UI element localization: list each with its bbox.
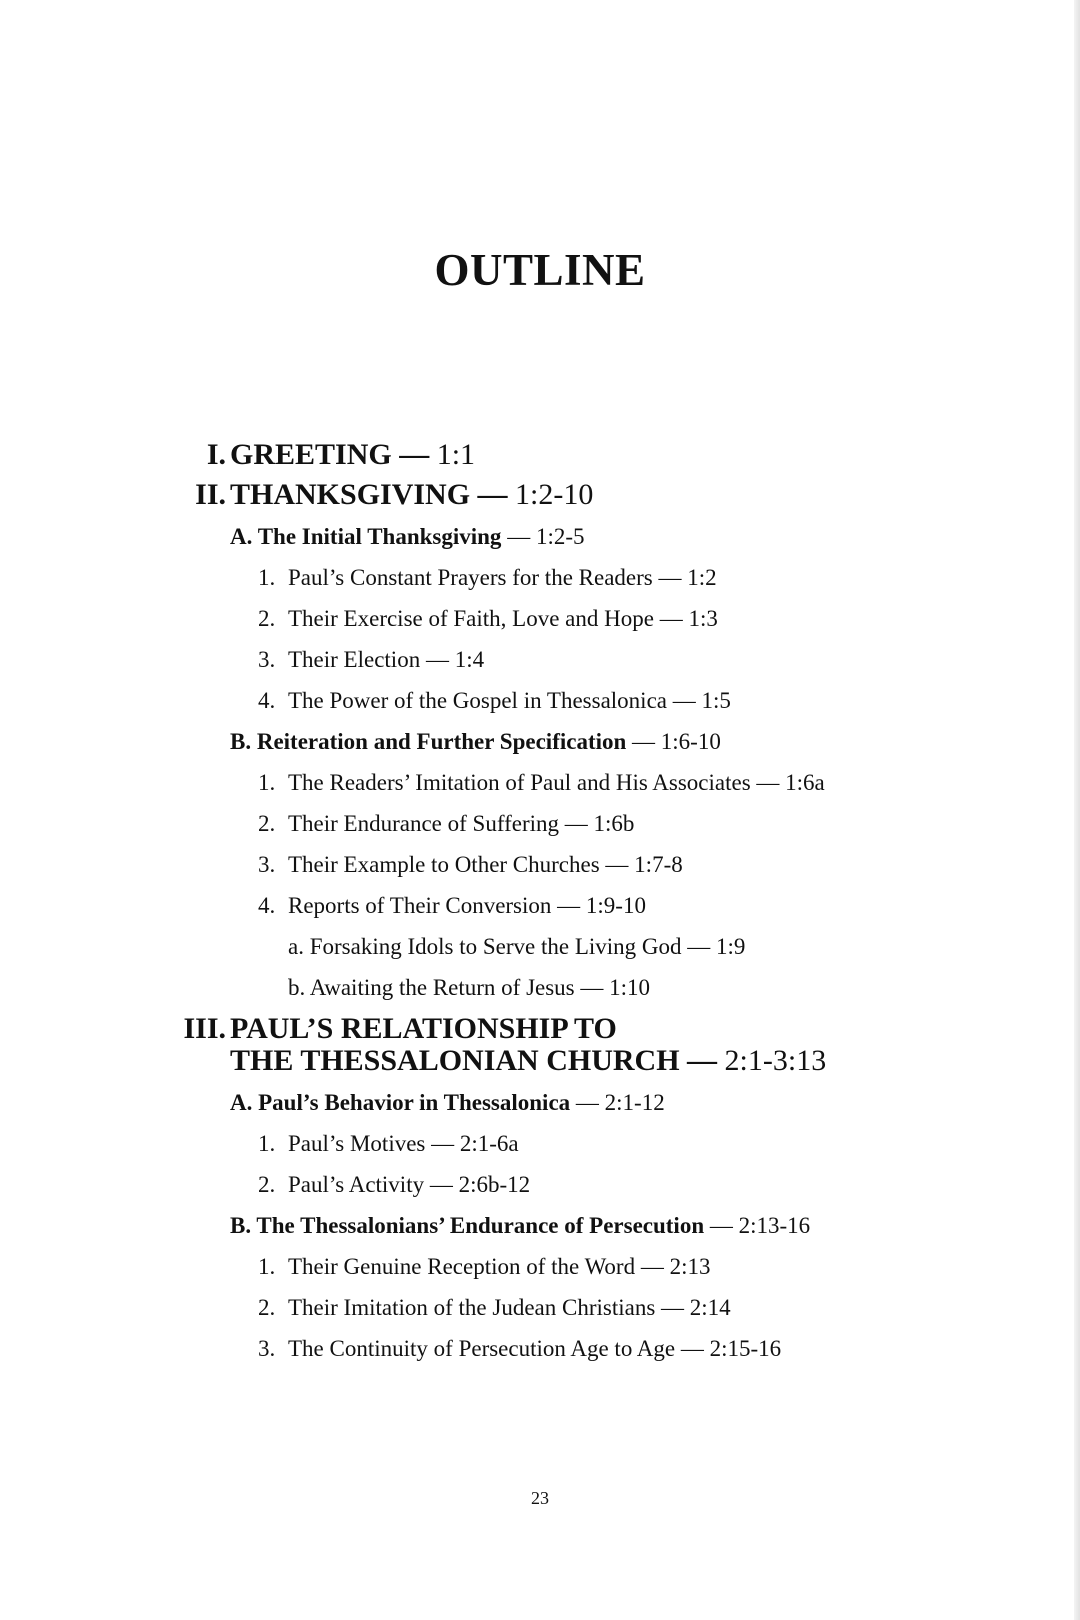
item-number: 4. [258,893,276,918]
outline-subsection-reiteration [230,729,721,755]
outline-section-relationship [183,1012,617,1047]
item-number: 2. [258,606,276,631]
section-heading: GREETING — [230,438,430,471]
outline-subitem [288,934,745,960]
outline-subsection-pauls-behavior [230,1090,665,1116]
outline-subitem [288,975,650,1001]
item-text: Their Election — 1:4 [288,647,485,672]
section-number: I. [206,438,226,471]
outline-item [258,647,484,673]
page-number: 23 [531,1488,549,1508]
section-number: III. [183,1012,226,1045]
scripture-reference: — 2:1-12 [575,1090,665,1115]
outline-item [258,565,717,591]
item-text: Paul’s Activity — 2:6b-12 [288,1172,531,1197]
item-text: Paul’s Motives — 2:1-6a [288,1131,519,1156]
scripture-reference: — 2:13-16 [709,1213,811,1238]
subsection-heading: B. Reiteration and Further Specification [230,729,627,754]
outline-item [258,606,718,632]
subitem-text: b. Awaiting the Return of Jesus — 1:10 [288,975,651,1000]
scripture-reference: 2:1-3:13 [724,1044,827,1077]
item-text: Their Genuine Reception of the Word — 2:13 [288,1254,711,1279]
scripture-reference: — 1:2-5 [507,524,585,549]
item-number: 2. [258,1172,276,1197]
scripture-reference: 1:1 [436,438,476,471]
outline-item [258,1295,731,1321]
scripture-reference: — 1:6-10 [632,729,721,754]
section-heading: THANKSGIVING — [230,478,508,511]
outline-subsection-initial-thanksgiving [230,524,585,550]
outline-section-greeting [206,438,476,473]
section-heading: THE THESSALONIAN CHURCH — [230,1044,718,1077]
outline-item [258,852,683,878]
item-number: 3. [258,647,276,672]
item-text: Paul’s Constant Prayers for the Readers — 1:2 [288,565,717,590]
outline-item [258,1131,519,1157]
item-text: The Power of the Gospel in Thessalonica — 1:5 [288,688,731,713]
subsection-heading: B. The Thessalonians’ Endurance of Persecution [230,1213,705,1238]
item-text: Their Endurance of Suffering — 1:6b [288,811,635,836]
outline-item [258,1172,530,1198]
item-text: Their Exercise of Faith, Love and Hope — 1:3 [288,606,718,631]
item-number: 2. [258,811,276,836]
outline-section-relationship-line2 [230,1044,826,1079]
outline-item [258,770,825,796]
outline-subsection-endurance [230,1213,810,1239]
item-number: 4. [258,688,276,713]
section-heading: PAUL’S RELATIONSHIP TO [230,1012,617,1045]
item-number: 1. [258,1131,276,1156]
outline-item [258,811,634,837]
item-text: Their Example to Other Churches — 1:7-8 [288,852,683,877]
outline-item [258,1254,710,1280]
item-number: 2. [258,1295,276,1320]
subsection-heading: A. Paul’s Behavior in Thessalonica [230,1090,571,1115]
page-title: OUTLINE [434,245,646,295]
outline-section-thanksgiving [195,478,594,513]
outline-item [258,688,731,714]
item-number: 1. [258,1254,276,1279]
subsection-heading: A. The Initial Thanksgiving [230,524,502,549]
subitem-text: a. Forsaking Idols to Serve the Living God — 1:9 [288,934,746,959]
item-number: 1. [258,565,276,590]
item-number: 3. [258,852,276,877]
section-number: II. [195,478,226,511]
item-number: 1. [258,770,276,795]
item-text: Reports of Their Conversion — 1:9-10 [288,893,646,918]
outline-item [258,1336,781,1362]
item-number: 3. [258,1336,276,1361]
item-text: The Readers’ Imitation of Paul and His Associates — 1:6a [288,770,825,795]
item-text: Their Imitation of the Judean Christians — 2:14 [288,1295,731,1320]
item-text: The Continuity of Persecution Age to Age — 2:15-16 [288,1336,782,1361]
outline-item [258,893,646,919]
scripture-reference: 1:2-10 [515,478,594,511]
